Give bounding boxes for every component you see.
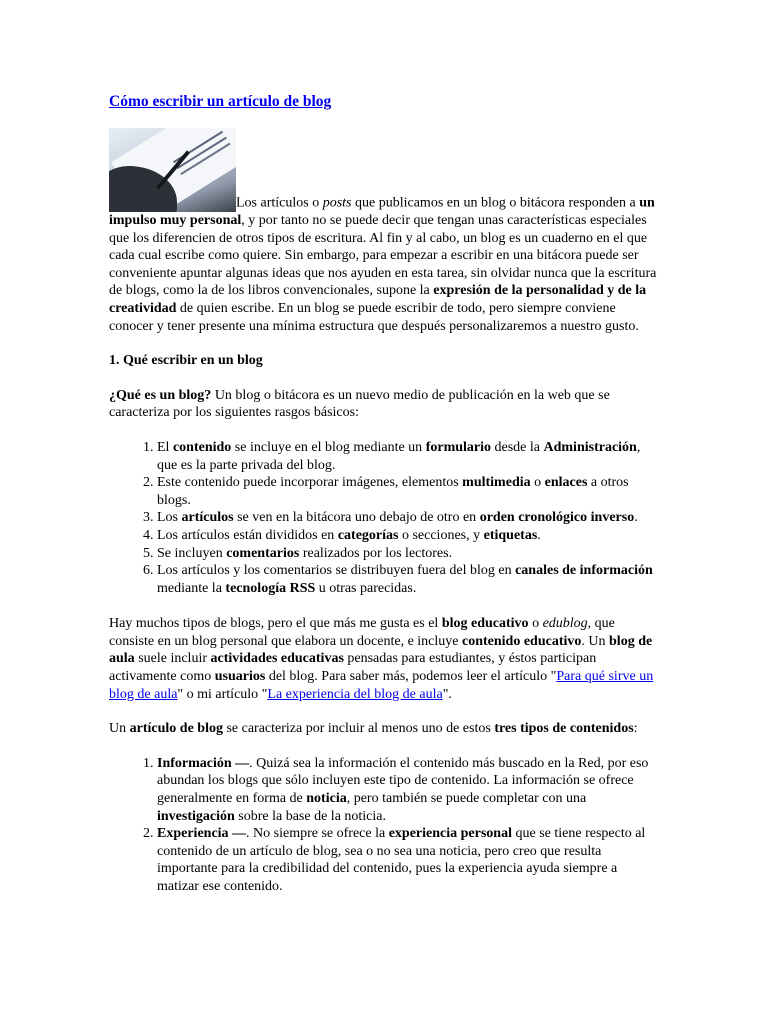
article-body bbox=[109, 92, 659, 914]
list-item: 2. Experiencia —. No siempre se ofrece la experiencia personal que se tiene respecto al contenido de un artículo de blog, sea o no sea una noticia, pero creo que resulta importante para la credibilidad del contenido, pues la experiencia ayuda siempre a matizar ese contenido. bbox=[157, 825, 659, 895]
list-item: 6. Los artículos y los comentarios se distribuyen fuera del blog en canales de información mediante la tecnología RSS u otras parecidas. bbox=[157, 562, 659, 597]
list-item: 1. Información —. Quizá sea la información el contenido más buscado en la Red, por eso abundan los blogs que sólo incluyen este tipo de contenido. La información se ofrece generalmente en forma de noticia, pero también se puede completar con una investigación sobre la base de la noticia. bbox=[157, 755, 659, 825]
link-blog-de-aula[interactable]: Para qué sirve un blog de aula bbox=[109, 669, 654, 702]
writing-hand-photo bbox=[109, 128, 236, 212]
intro-italic: posts bbox=[322, 195, 352, 211]
link-experiencia-blog[interactable]: La experiencia del blog de aula bbox=[267, 686, 443, 702]
definition-text: Un blog o bitácora es un nuevo medio de publicación en la web que se caracteriza por los siguientes rasgos básicos: bbox=[109, 387, 610, 421]
definition-paragraph bbox=[109, 387, 659, 422]
list-item: 5. Se incluyen comentarios realizados por los lectores. bbox=[157, 545, 659, 563]
list-item: 4. Los artículos están divididos en categorías o secciones, y etiquetas. bbox=[157, 527, 659, 545]
section-heading: 1. Qué escribir en un blog bbox=[109, 353, 263, 369]
features-list bbox=[109, 439, 659, 597]
list-item: 3. Los artículos se ven en la bitácora uno debajo de otro en orden cronológico inverso. bbox=[157, 509, 659, 527]
edublog-paragraph: Hay muchos tipos de blogs, pero el que más me gusta es el blog educativo o edublog, que consiste en un blog personal que elabora un docente, e incluye contenido educativo. Un blog de aula suele incluir actividades educativas pensadas para estudiantes, y éstos participan activamente como usuarios del blog. Para saber más, podemos leer el artículo "Para qué sirve un blog de aula" o mi artículo "La experiencia del blog de aula". bbox=[109, 616, 654, 702]
intro-text: que publicamos en un blog o bitácora responden a bbox=[351, 195, 640, 211]
intro-text: , y por tanto no se puede decir que tengan unas características especiales que los diferencien de otros tipos de escritura. Al fin y al cabo, un blog es un cuaderno en el que cada cual escribe como quiere. Sin embargo, para empezar a escribir en una bitácora puede ser conveniente apuntar algunas ideas que nos ayuden en esta tarea, sin olvidar nunca que la escritura de blogs, como la de los libros convencionales, supone la bbox=[109, 213, 657, 299]
intro-text: de quien escribe. En un blog se puede escribir de todo, pero siempre conviene conocer y tener presente una mínima estructura que después personalizaremos a nuestro gusto. bbox=[109, 300, 639, 334]
question-bold: ¿Qué es un blog? bbox=[109, 387, 212, 403]
content-types-paragraph: Un artículo de blog se caracteriza por incluir al menos uno de estos tres tipos de contenidos: bbox=[109, 721, 638, 737]
article-title-link[interactable]: Cómo escribir un artículo de blog bbox=[109, 93, 332, 110]
intro-paragraph bbox=[109, 128, 659, 335]
intro-text: Los artículos o bbox=[236, 195, 323, 211]
list-item: 1. El contenido se incluye en el blog mediante un formulario desde la Administración, que es la parte privada del blog. bbox=[157, 439, 659, 474]
intro-bold: expresión de la personalidad y de la creatividad bbox=[109, 283, 647, 316]
intro-bold: un impulso muy personal bbox=[109, 195, 655, 228]
list-item: 2. Este contenido puede incorporar imágenes, elementos multimedia o enlaces a otros blogs. bbox=[157, 474, 659, 509]
content-types-list bbox=[109, 755, 659, 896]
